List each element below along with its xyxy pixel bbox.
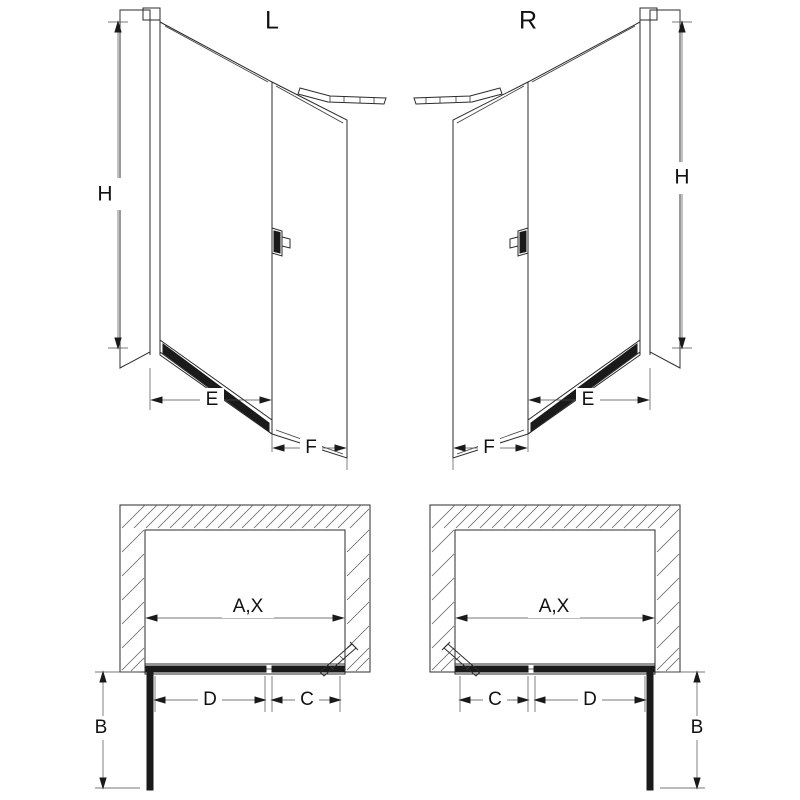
label-depth-left: B	[94, 717, 108, 739]
plan-view-left	[88, 505, 370, 790]
label-height-right: H	[674, 165, 690, 189]
label-fixed-panel-right: E	[581, 389, 595, 411]
label-fixed-width-left: D	[203, 689, 217, 711]
variant-label-left: L	[265, 6, 279, 35]
label-overall-right: A,X	[538, 596, 570, 618]
label-door-width-right: C	[488, 689, 502, 711]
label-overall-left: A,X	[232, 596, 264, 618]
label-fixed-panel-left: E	[205, 389, 219, 411]
label-fixed-width-right: D	[583, 689, 597, 711]
front-elevation-left	[93, 7, 386, 470]
variant-label-right: R	[518, 6, 538, 35]
plan-view-right	[430, 505, 710, 790]
label-height-left: H	[97, 182, 113, 206]
label-depth-right: B	[690, 717, 704, 739]
label-door-panel-right: F	[483, 437, 495, 459]
label-door-panel-left: F	[305, 437, 317, 459]
label-door-width-left: C	[300, 689, 314, 711]
front-elevation-right	[414, 7, 697, 470]
